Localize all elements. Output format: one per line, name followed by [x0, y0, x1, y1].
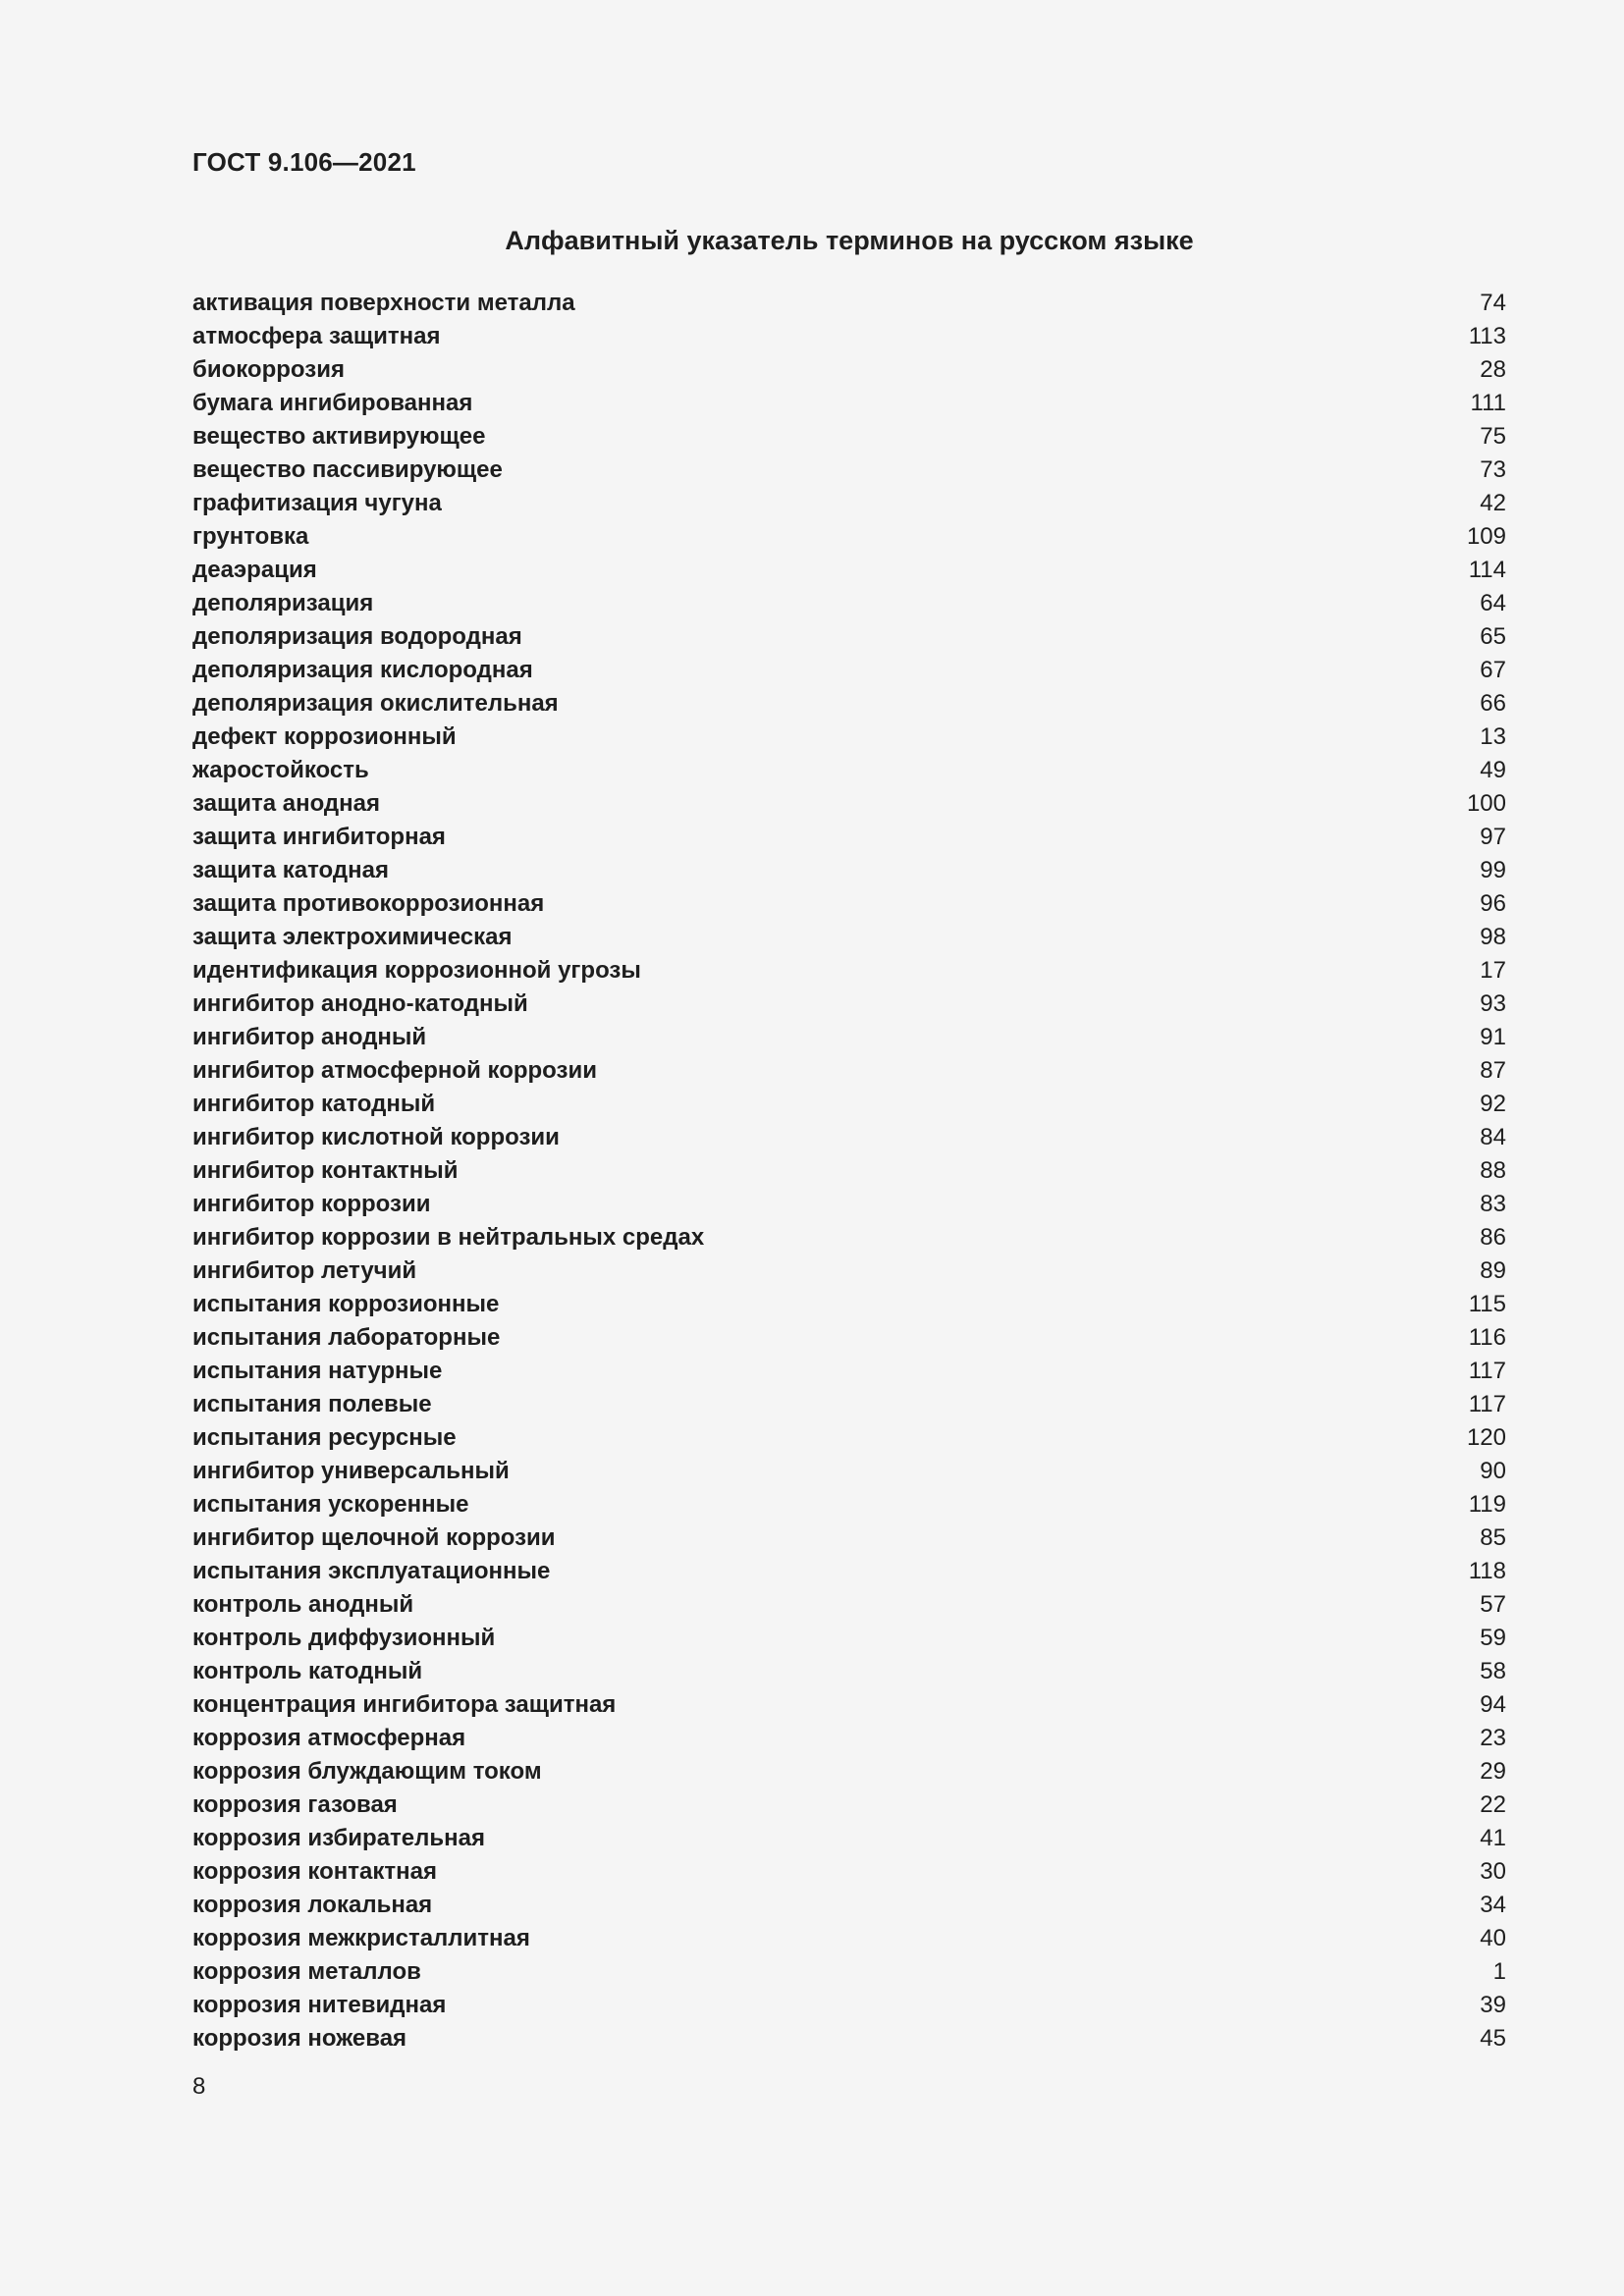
- index-entry-number: 29: [1480, 1758, 1506, 1785]
- index-entry: [192, 1288, 1506, 1321]
- index-entry-term: испытания полевые: [192, 1391, 432, 1417]
- index-entry: [192, 654, 1506, 687]
- index-entry-term: атмосфера защитная: [192, 323, 441, 349]
- index-entry: [192, 1355, 1506, 1388]
- index-entry-term: дефект коррозионный: [192, 723, 457, 750]
- index-entry: [192, 1889, 1506, 1922]
- index-entry: [192, 287, 1506, 320]
- index-entry-term: ингибитор катодный: [192, 1091, 436, 1117]
- index-entry-number: 42: [1480, 490, 1506, 516]
- index-entry-term: коррозия локальная: [192, 1892, 433, 1918]
- index-entry-number: 65: [1480, 623, 1506, 650]
- index-entry-number: 73: [1480, 456, 1506, 483]
- index-entry-number: 13: [1480, 723, 1506, 750]
- index-entry-term: коррозия межкристаллитная: [192, 1925, 530, 1951]
- index-entry-term: идентификация коррозионной угрозы: [192, 957, 641, 984]
- index-entry-term: ингибитор коррозии: [192, 1191, 431, 1217]
- index-entry-number: 41: [1480, 1825, 1506, 1851]
- index-entry-term: защита электрохимическая: [192, 924, 513, 950]
- index-entry-number: 75: [1480, 423, 1506, 450]
- index-entry: [192, 420, 1506, 454]
- index-entry: [192, 587, 1506, 620]
- index-entry-number: 83: [1480, 1191, 1506, 1217]
- index-entry: [192, 387, 1506, 420]
- index-entry-number: 111: [1470, 390, 1506, 416]
- index-entry-number: 92: [1480, 1091, 1506, 1117]
- index-entry: [192, 554, 1506, 587]
- index-entry: [192, 1421, 1506, 1455]
- index-entry-number: 1: [1492, 1958, 1506, 1985]
- index-entry-term: защита анодная: [192, 790, 381, 817]
- index-entry-number: 49: [1480, 757, 1506, 783]
- index-entry-number: 66: [1480, 690, 1506, 717]
- index-entry-term: ингибитор летучий: [192, 1257, 417, 1284]
- index-entry: [192, 1822, 1506, 1855]
- index-entry-number: 84: [1480, 1124, 1506, 1150]
- index-entry-number: 45: [1480, 2025, 1506, 2052]
- index-entry-number: 120: [1466, 1424, 1506, 1451]
- index-entry-number: 87: [1480, 1057, 1506, 1084]
- index-entry: [192, 887, 1506, 921]
- index-entry-number: 40: [1480, 1925, 1506, 1951]
- index-entry-number: 109: [1466, 523, 1506, 550]
- index-entry-term: ингибитор атмосферной коррозии: [192, 1057, 597, 1084]
- index-entry-term: испытания лабораторные: [192, 1324, 501, 1351]
- index-entry-number: 94: [1480, 1691, 1506, 1718]
- index-entry-term: графитизация чугуна: [192, 490, 442, 516]
- index-entry: [192, 1955, 1506, 1989]
- index-entry: [192, 487, 1506, 520]
- index-entry: [192, 1555, 1506, 1588]
- index-entry: [192, 1588, 1506, 1622]
- index-entry: [192, 1855, 1506, 1889]
- index-entry: [192, 1622, 1506, 1655]
- index-entry: [192, 320, 1506, 353]
- page-number: 8: [192, 2073, 206, 2100]
- index-entry-term: коррозия металлов: [192, 1958, 421, 1985]
- index-entry-term: ингибитор щелочной коррозии: [192, 1524, 556, 1551]
- index-title: Алфавитный указатель терминов на русском языке: [505, 226, 1194, 255]
- index-entry: [192, 1154, 1506, 1188]
- index-entry-number: 88: [1480, 1157, 1506, 1184]
- index-entry-number: 100: [1466, 790, 1506, 817]
- index-entry-term: защита ингибиторная: [192, 824, 446, 850]
- index-entry-term: деаэрация: [192, 557, 317, 583]
- index-entry-number: 22: [1480, 1791, 1506, 1818]
- index-entry-term: испытания ресурсные: [192, 1424, 457, 1451]
- index-entry-number: 118: [1468, 1558, 1506, 1584]
- index-entry: [192, 1755, 1506, 1789]
- term-index-list: [192, 287, 1506, 2056]
- index-entry-number: 89: [1480, 1257, 1506, 1284]
- index-entry-number: 23: [1480, 1725, 1506, 1751]
- index-entry-term: коррозия блуждающим током: [192, 1758, 542, 1785]
- index-entry-number: 86: [1480, 1224, 1506, 1251]
- index-entry-term: ингибитор контактный: [192, 1157, 459, 1184]
- index-entry: [192, 1021, 1506, 1054]
- index-entry-number: 113: [1468, 323, 1506, 349]
- index-entry-term: ингибитор универсальный: [192, 1458, 510, 1484]
- index-entry: [192, 754, 1506, 787]
- index-entry: [192, 353, 1506, 387]
- index-entry-term: биокоррозия: [192, 356, 345, 383]
- index-entry-term: деполяризация окислительная: [192, 690, 559, 717]
- index-entry-term: коррозия атмосферная: [192, 1725, 466, 1751]
- index-entry-number: 85: [1480, 1524, 1506, 1551]
- index-entry: [192, 1722, 1506, 1755]
- index-entry-number: 34: [1480, 1892, 1506, 1918]
- index-entry-term: ингибитор анодно-катодный: [192, 990, 528, 1017]
- index-entry-term: контроль катодный: [192, 1658, 423, 1684]
- index-entry: [192, 1255, 1506, 1288]
- index-entry-number: 117: [1468, 1391, 1506, 1417]
- index-entry-number: 114: [1468, 557, 1506, 583]
- index-entry: [192, 787, 1506, 821]
- index-entry-term: контроль диффузионный: [192, 1625, 496, 1651]
- index-entry-term: деполяризация кислородная: [192, 657, 533, 683]
- index-entry: [192, 687, 1506, 721]
- index-entry: [192, 1989, 1506, 2022]
- index-entry-number: 59: [1480, 1625, 1506, 1651]
- index-entry-number: 91: [1480, 1024, 1506, 1050]
- index-entry-number: 115: [1468, 1291, 1506, 1317]
- index-entry: [192, 1922, 1506, 1955]
- index-entry-number: 17: [1480, 957, 1506, 984]
- index-entry: [192, 1188, 1506, 1221]
- index-entry-term: вещество активирующее: [192, 423, 486, 450]
- index-entry-number: 97: [1480, 824, 1506, 850]
- index-entry-number: 119: [1468, 1491, 1506, 1518]
- index-entry-term: испытания натурные: [192, 1358, 443, 1384]
- index-entry-term: коррозия нитевидная: [192, 1992, 447, 2018]
- index-entry-term: контроль анодный: [192, 1591, 414, 1618]
- index-entry: [192, 1655, 1506, 1688]
- index-entry-number: 74: [1480, 290, 1506, 316]
- index-entry: [192, 1121, 1506, 1154]
- index-entry-term: вещество пассивирующее: [192, 456, 503, 483]
- index-entry: [192, 1388, 1506, 1421]
- index-entry-term: испытания ускоренные: [192, 1491, 469, 1518]
- index-entry: [192, 1789, 1506, 1822]
- index-entry: [192, 988, 1506, 1021]
- index-entry: [192, 454, 1506, 487]
- index-entry-number: 58: [1480, 1658, 1506, 1684]
- index-entry-term: жаростойкость: [192, 757, 369, 783]
- index-entry-number: 90: [1480, 1458, 1506, 1484]
- index-entry-number: 117: [1468, 1358, 1506, 1384]
- index-entry: [192, 1321, 1506, 1355]
- index-entry-term: ингибитор кислотной коррозии: [192, 1124, 560, 1150]
- index-entry-number: 64: [1480, 590, 1506, 616]
- index-entry-term: активация поверхности металла: [192, 290, 575, 316]
- index-entry: [192, 721, 1506, 754]
- index-entry: [192, 1054, 1506, 1088]
- index-entry: [192, 1688, 1506, 1722]
- index-entry-term: коррозия контактная: [192, 1858, 437, 1885]
- index-entry: [192, 954, 1506, 988]
- index-entry: [192, 620, 1506, 654]
- index-entry-term: защита катодная: [192, 857, 389, 883]
- index-entry-number: 99: [1480, 857, 1506, 883]
- index-entry-number: 116: [1468, 1324, 1506, 1351]
- index-entry-number: 98: [1480, 924, 1506, 950]
- index-entry: [192, 2022, 1506, 2056]
- index-entry: [192, 1088, 1506, 1121]
- index-entry: [192, 520, 1506, 554]
- index-entry-term: коррозия избирательная: [192, 1825, 485, 1851]
- index-entry-number: 96: [1480, 890, 1506, 917]
- index-entry-term: бумага ингибированная: [192, 390, 473, 416]
- index-entry-number: 30: [1480, 1858, 1506, 1885]
- index-entry-term: коррозия газовая: [192, 1791, 398, 1818]
- index-entry-term: деполяризация водородная: [192, 623, 522, 650]
- index-entry: [192, 1522, 1506, 1555]
- index-entry-number: 93: [1480, 990, 1506, 1017]
- index-entry: [192, 1455, 1506, 1488]
- index-entry-term: грунтовка: [192, 523, 309, 550]
- document-code: ГОСТ 9.106—2021: [192, 147, 416, 177]
- index-entry: [192, 854, 1506, 887]
- index-entry: [192, 921, 1506, 954]
- index-entry-term: испытания эксплуатационные: [192, 1558, 551, 1584]
- index-entry-term: деполяризация: [192, 590, 374, 616]
- index-entry: [192, 821, 1506, 854]
- index-entry-number: 57: [1480, 1591, 1506, 1618]
- index-entry-term: ингибитор коррозии в нейтральных средах: [192, 1224, 705, 1251]
- index-entry-number: 28: [1480, 356, 1506, 383]
- index-entry-term: ингибитор анодный: [192, 1024, 427, 1050]
- index-entry-term: испытания коррозионные: [192, 1291, 500, 1317]
- index-entry-term: защита противокоррозионная: [192, 890, 545, 917]
- index-entry-term: концентрация ингибитора защитная: [192, 1691, 617, 1718]
- index-entry-number: 39: [1480, 1992, 1506, 2018]
- index-entry-term: коррозия ножевая: [192, 2025, 407, 2052]
- index-entry-number: 67: [1480, 657, 1506, 683]
- index-entry: [192, 1221, 1506, 1255]
- index-entry: [192, 1488, 1506, 1522]
